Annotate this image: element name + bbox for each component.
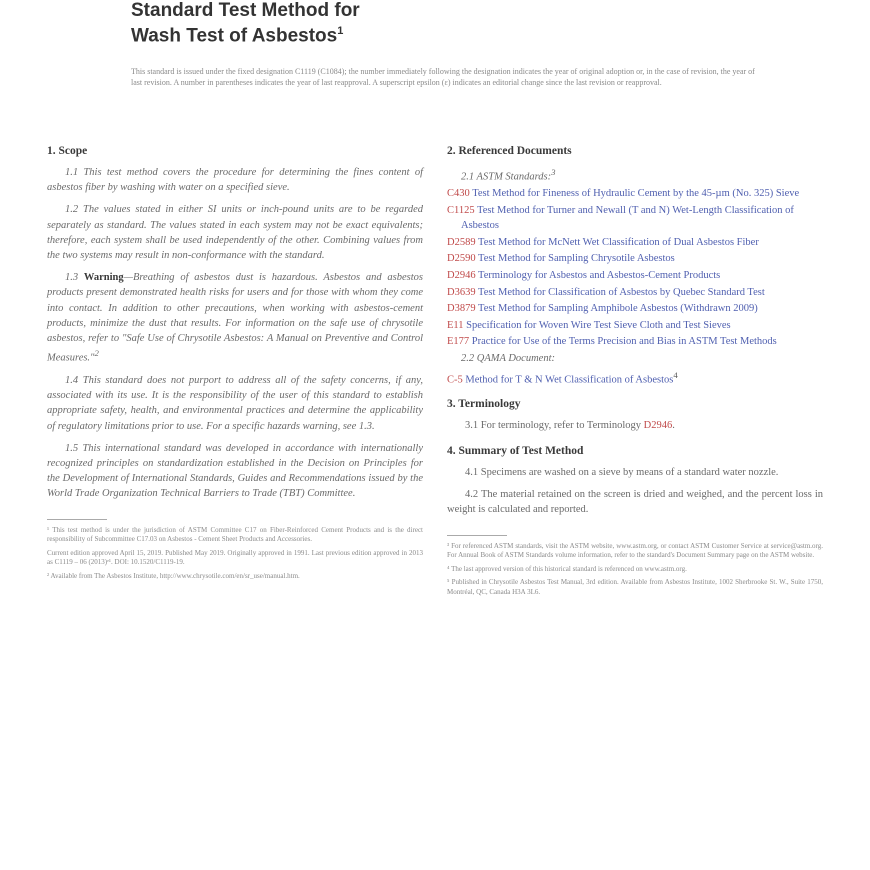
terminology-link-d2946[interactable]: D2946 [643,419,673,431]
paragraph-1-5: 1.5 This international standard was developed in accordance with internationally recognized principles on standardization established in the Decision on Principles for the Development of International Standards, Guides and Recommendations issued by the World Trade Organization Technical Barriers to Trade (TBT) Committee. [47,442,423,500]
footnote-2: ² Available from The Asbestos Institute, http://www.chrysotile.com/en/sr_use/manual.htm. [47,571,300,580]
paragraph-1-2: 1.2 The values stated in either SI units or inch-pound units are to be regarded separately as standard. The values stated in each system may not be exact equivalents; therefore, each system shall be used independently of the other. Combining values from the two systems may result in non-conformance with the standard. [47,204,423,262]
reference-e11[interactable]: E11 Specification for Woven Wire Test Sieve Cloth and Test Sieves [447,319,731,331]
section-heading-summary: 4. Summary of Test Method [447,444,584,457]
reference-d2946[interactable]: D2946 Terminology for Asbestos and Asbestos-Cement Products [447,270,721,282]
paragraph-1-1: 1.1 This test method covers the procedure for determining the fines content of asbestos fiber by washing with water on a specified sieve. [47,167,423,194]
footnote-divider-right [447,535,507,536]
warning-label: Warning [83,272,124,284]
reference-d2590[interactable]: D2590 Test Method for Sampling Chrysotile Asbestos [447,253,675,265]
paragraph-1-4: 1.4 This standard does not purport to address all of the safety concerns, if any, associated with its use. It is the responsibility of the user of this standard to establish appropriate safety, health, and environmental practices and determine the applicability of regulatory limitations prior to use. For a specific hazards warning, see 1.3. [47,374,423,432]
title-footnote-marker: 1 [337,25,344,37]
section-heading-referenced-documents: 2. Referenced Documents [447,145,572,157]
title-line-1: Standard Test Method for [131,0,360,21]
paragraph-3-1: 3.1 For terminology, refer to Terminology D2946. [465,419,675,431]
title-line-2: Wash Test of Asbestos$^1$ [131,25,344,47]
reference-e177[interactable]: E177 Practice for Use of the Terms Precision and Bias in ASTM Test Methods [447,336,777,348]
section-heading-scope: 1. Scope [47,145,88,157]
reference-d3639[interactable]: D3639 Test Method for Classification of Asbestos by Quebec Standard Test [447,286,765,298]
reference-c5[interactable]: C-5 Method for T & N Wet Classification of Asbestos$^4$ [447,369,678,386]
left-column [47,144,423,585]
reference-d2589[interactable]: D2589 Test Method for McNett Wet Classification of Dual Asbestos Fiber [447,236,759,248]
astm-standards-subheading: 2.1 ASTM Standards:$^3$ [461,167,556,183]
qama-document-subheading: 2.2 QAMA Document: [461,353,555,365]
reference-c430[interactable]: C430 Test Method for Fineness of Hydraulic Cement by the 45-µm (No. 325) Sieve [447,188,800,200]
footnote-3: ³ For referenced ASTM standards, visit the ASTM website, www.astm.org, or contact ASTM Customer Service at service@astm.org. For Annual Book of ASTM Standards volume information, refer to the standard's Document Summary page on the ASTM website. [447,541,823,560]
footnote-edition: Current edition approved April 15, 2019. Published May 2019. Originally approved in 1991. Last previous edition approved in 2013 as C1119 – 06 (2013)ᵉ¹. DOI: 10.1520/C1119-19. [47,548,423,567]
paragraph-4-2: 4.2 The material retained on the screen is dried and weighed, and the percent loss in weight is calculated and reported. [447,489,823,516]
preamble: This standard is issued under the fixed designation C1119 (C1084); the number immediately following the designation indicates the year of original adoption or, in the case of revision, the year of last revision. A number in parentheses indicates the year of last reapproval. A superscript epsilon (ε) indicates an editorial change since the last revision or reapproval. [131,67,755,87]
footnote-5: ⁵ Published in Chrysotile Asbestos Test Manual, 3rd edition. Available from Asbestos Institute, 1002 Sherbrooke St. W., Suite 1750, Montréal, QC, Canada H3A 3L6. [447,578,823,596]
reference-c1125[interactable]: C1125 Test Method for Turner and Newall (T and N) Wet-Length Classification of Asbestos [447,204,794,232]
paragraph-4-1: 4.1 Specimens are washed on a sieve by means of a standard water nozzle. [465,466,779,478]
footnote-divider [47,519,107,520]
document-title [131,0,360,46]
paragraph-1-3: 1.3 Warning—Breathing of asbestos dust is hazardous. Asbestos and asbestos products present demonstrated health risks for users and for those with whom they come into contact. In addition to other precautions, when working with asbestos-cement products, minimize the dust that results. For information on the safe use of chrysotile asbestos, refer to "Safe Use of Chrysotile Asbestos: A Manual on Preventive and Control Measures."$^2$ [47,272,424,364]
footnote-4: ⁴ The last approved version of this historical standard is referenced on www.astm.org. [447,564,687,573]
right-column [447,144,823,601]
section-heading-terminology: 3. Terminology [447,397,521,410]
reference-d3879[interactable]: D3879 Test Method for Sampling Amphibole Asbestos (Withdrawn 2009) [447,303,758,315]
footnote-1: ¹ This test method is under the jurisdiction of ASTM Committee C17 on Fiber-Reinforced Cement Products and is the direct responsibility of Subcommittee C17.03 on Asbestos - Cement Sheet Products and Accessories. [47,525,423,544]
